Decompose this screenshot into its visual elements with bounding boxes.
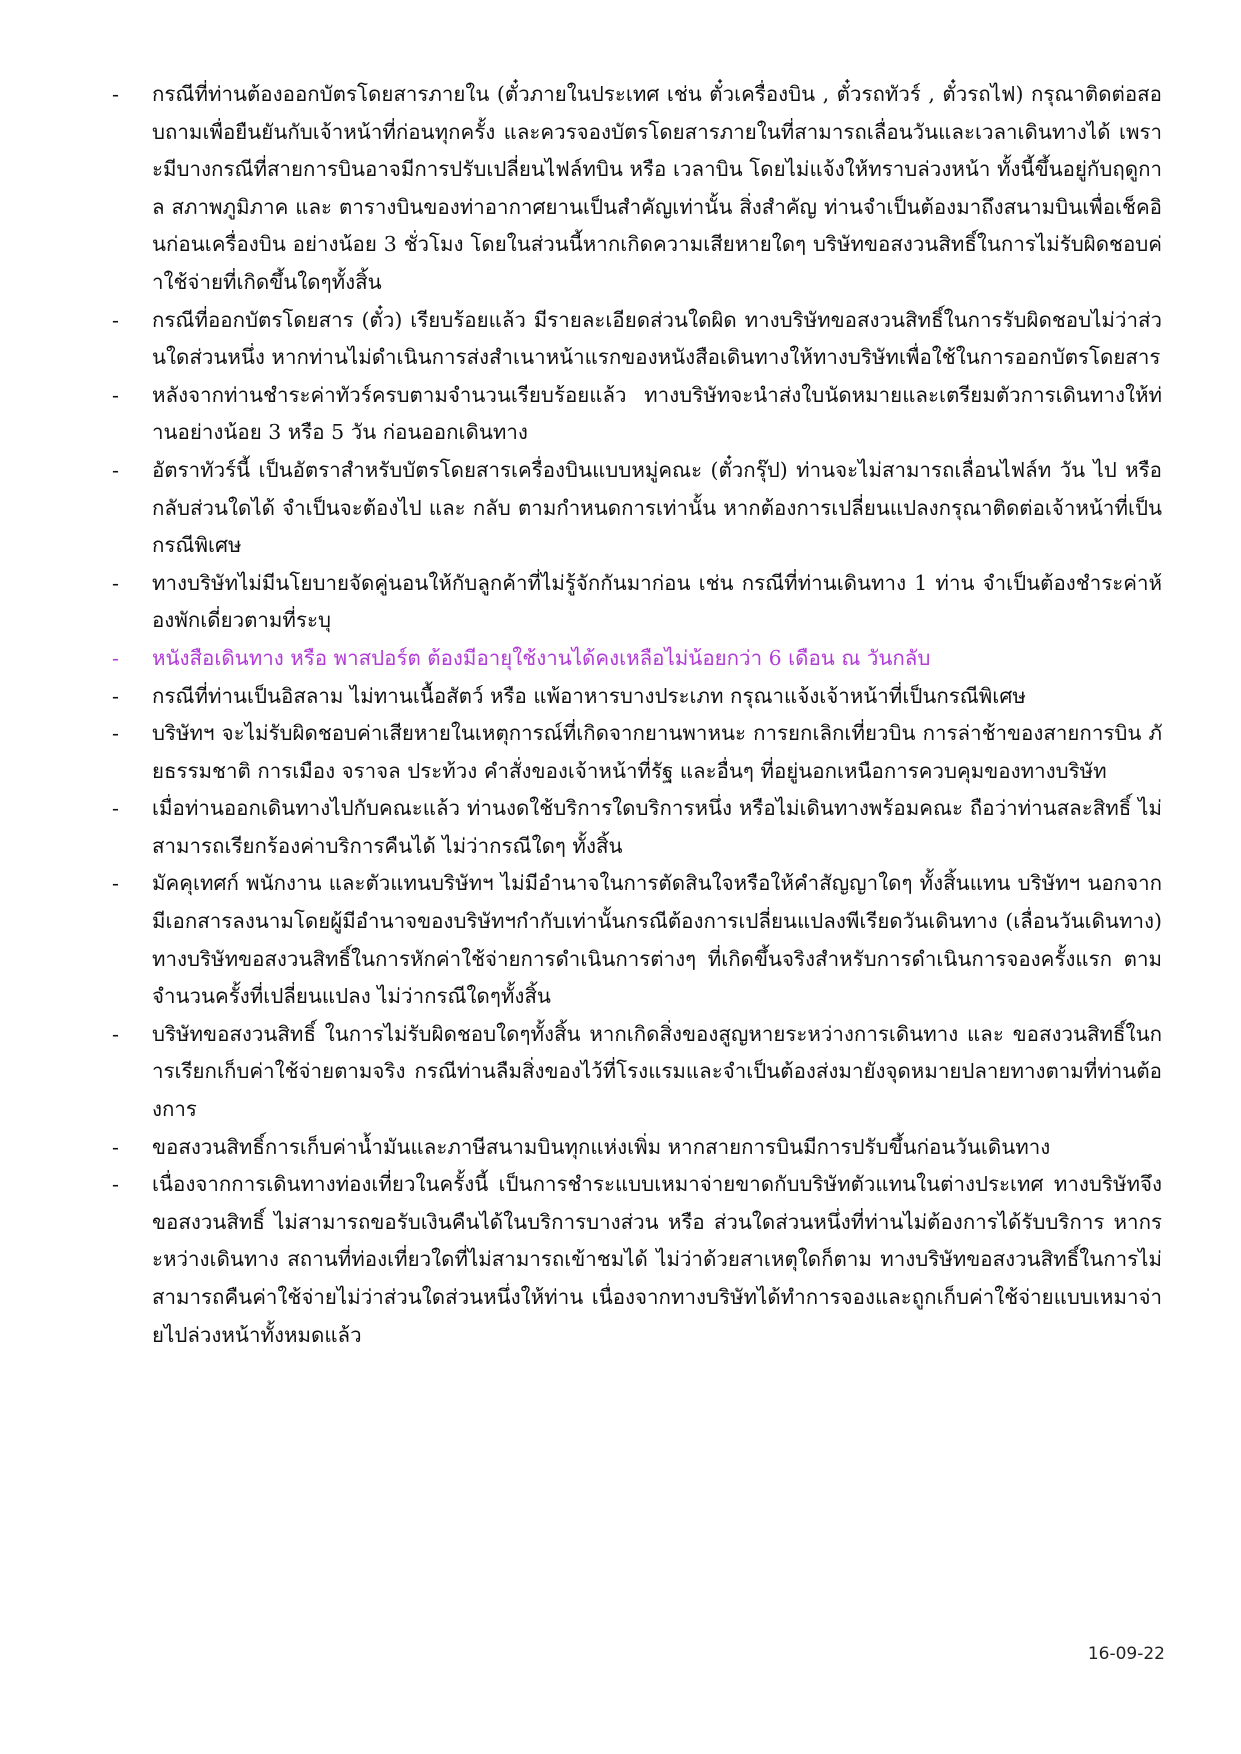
bullet-dash: - (112, 82, 119, 106)
footer-date: 16-09-22 (1087, 1644, 1165, 1664)
term-text: บริษัทขอสงวนสิทธิ์ ในการไม่รับผิดชอบใดๆทั้งสิ้น หากเกิดสิ่งของสูญหายระหว่างการเดินทาง และ ขอสงวนสิทธิ์ในการเรียกเก็บค่าใช้จ่ายตามจริง กรณีท่านลืมสิ่งของไว้ที่โรงแรมและจำเป็นต้องส่งมายังจุดหมายปลายทางตามที่ท่านต้องการ (152, 1021, 1162, 1122)
term-text: กรณีที่ออกบัตรโดยสาร (ตั๋ว) เรียบร้อยแล้ว มีรายละเอียดส่วนใดผิด ทางบริษัทขอสงวนสิทธิ์ในการรับผิดชอบไม่ว่าส่วนใดส่วนหนึ่ง หากท่านไม่ดำเนินการส่งสำเนาหน้าแรกของหนังสือเดินทางให้ทางบริษัทเพื่อใช้ในการออกบัตรโดยสาร (152, 307, 1162, 370)
bullet-dash: - (112, 457, 119, 482)
term-text: เนื่องจากการเดินทางท่องเที่ยวในครั้งนี้ เป็นการชำระแบบเหมาจ่ายขาดกับบริษัทตัวแทนในต่างประเทศ ทางบริษัทจึงขอสงวนสิทธิ์ ไม่สามารถขอรับเงินคืนได้ในบริการบางส่วน หรือ ส่วนใดส่วนหนึ่งที่ท่านไม่ต้องการได้รับบริการ หากระหว่างเดินทาง สถานที่ท่องเที่ยวใดที่ไม่สามารถเข้าชมได้ ไม่ว่าด้วยสาเหตุใดก็ตาม ทางบริษัทขอสงวนสิทธิ์ในการไม่สามารถคืนค่าใช้จ่ายไม่ว่าส่วนใดส่วนหนึ่งให้ท่าน เนื่องจากทางบริษัทได้ทำการจองและถูกเก็บค่าใช้จ่ายแบบเหมาจ่ายไปล่วงหน้าทั้งหมดแล้ว (152, 1172, 1162, 1347)
term-text: เมื่อท่านออกเดินทางไปกับคณะแล้ว ท่านงดใช้บริการใดบริการหนึ่ง หรือไม่เดินทางพร้อมคณะ ถือว่าท่านสละสิทธิ์ ไม่สามารถเรียกร้องค่าบริการคืนได้ ไม่ว่ากรณีใดๆ ทั้งสิ้น (152, 796, 1162, 858)
term-item (112, 790, 1162, 865)
term-item (112, 565, 1162, 640)
bullet-dash: - (112, 570, 119, 595)
bullet-dash: - (112, 683, 119, 708)
term-text: กรณีที่ท่านต้องออกบัตรโดยสารภายใน (ตั๋วภายในประเทศ เช่น ตั๋วเครื่องบิน , ตั๋วรถทัวร์ , ตั๋วรถไฟ) กรุณาติดต่อสอบถามเพื่อยืนยันกับเจ้าหน้าที่ก่อนทุกครั้ง และควรจองบัตรโดยสารภายในที่สามารถเลื่อนวันและเวลาเดินทางได้ เพราะมีบางกรณีที่สายการบินอาจมีการปรับเปลี่ยนไฟล์ทบิน หรือ เวลาบิน โดยไม่แจ้งให้ทราบล่วงหน้า ทั้งนี้ขึ้นอยู่กับฤดูกาล สภาพภูมิภาค และ ตารางบินของท่าอากาศยานเป็นสำคัญเท่านั้น สิ่งสำคัญ ท่านจำเป็นต้องมาถึงสนามบินเพื่อเช็คอินก่อนเครื่องบิน อย่างน้อย 3 ชั่วโมง โดยในส่วนนี้หากเกิดความเสียหายใดๆ บริษัทขอสงวนสิทธิ์ในการไม่รับผิดชอบค่าใช้จ่ายที่เกิดขึ้นใดๆทั้งสิ้น (152, 82, 1162, 294)
term-item (112, 1129, 1162, 1167)
term-item (112, 1016, 1162, 1129)
term-text: กรณีที่ท่านเป็นอิสลาม ไม่ทานเนื้อสัตว์ หรือ แพ้อาหารบางประเภท กรุณาแจ้งเจ้าหน้าที่เป็นกรณีพิเศษ (152, 683, 1026, 708)
term-item (112, 678, 1162, 716)
bullet-dash: - (112, 721, 119, 746)
term-item (112, 76, 1162, 302)
bullet-dash: - (112, 382, 119, 407)
bullet-dash: - (112, 1172, 119, 1197)
terms-list (112, 76, 1162, 1354)
bullet-dash: - (112, 1134, 119, 1159)
bullet-dash: - (112, 307, 119, 332)
bullet-dash: - (112, 1021, 119, 1046)
term-item (112, 377, 1162, 452)
term-text: หนังสือเดินทาง หรือ พาสปอร์ต ต้องมีอายุใช้งานได้คงเหลือไม่น้อยกว่า 6 เดือน ณ วันกลับ (152, 645, 931, 670)
term-text: อัตราทัวร์นี้ เป็นอัตราสำหรับบัตรโดยสารเครื่องบินแบบหมู่คณะ (ตั๋วกรุ๊ป) ท่านจะไม่สามารถเลื่อนไฟล์ท วัน ไป หรือ กลับส่วนใดได้ จำเป็นจะต้องไป และ กลับ ตามกำหนดการเท่านั้น หากต้องการเปลี่ยนแปลงกรุณาติดต่อเจ้าหน้าที่เป็นกรณีพิเศษ (152, 457, 1162, 558)
term-text: ขอสงวนสิทธิ์การเก็บค่าน้ำมันและภาษีสนามบินทุกแห่งเพิ่ม หากสายการบินมีการปรับขึ้นก่อนวันเดินทาง (152, 1134, 1051, 1159)
term-item (112, 640, 1162, 678)
term-text: ทางบริษัทไม่มีนโยบายจัดคู่นอนให้กับลูกค้าที่ไม่รู้จักกันมาก่อน เช่น กรณีที่ท่านเดินทาง 1 ท่าน จำเป็นต้องชำระค่าห้องพักเดี่ยวตามที่ระบุ (152, 570, 1162, 633)
term-text: หลังจากท่านชำระค่าทัวร์ครบตามจำนวนเรียบร้อยแล้ว ทางบริษัทจะนำส่งใบนัดหมายและเตรียมตัวการเดินทางให้ท่านอย่างน้อย 3 หรือ 5 วัน ก่อนออกเดินทาง (152, 382, 1162, 445)
bullet-dash: - (112, 871, 119, 896)
bullet-dash: - (112, 796, 119, 821)
term-item (112, 452, 1162, 565)
term-text: มัคคุเทศก์ พนักงาน และตัวแทนบริษัทฯ ไม่มีอำนาจในการตัดสินใจหรือให้คำสัญญาใดๆ ทั้งสิ้นแทน บริษัทฯ นอกจากมีเอกสารลงนามโดยผู้มีอำนาจของบริษัทฯกำกับเท่านั้นกรณีต้องการเปลี่ยนแปลงพีเรียดวันเดินทาง (เลื่อนวันเดินทาง) ทางบริษัทขอสงวนสิทธิ์ในการหักค่าใช้จ่ายการดำเนินการต่างๆ ที่เกิดขึ้นจริงสำหรับการดำเนินการจองครั้งแรก ตามจำนวนครั้งที่เปลี่ยนแปลง ไม่ว่ากรณีใดๆทั้งสิ้น (152, 871, 1162, 1009)
term-item (112, 715, 1162, 790)
term-text: บริษัทฯ จะไม่รับผิดชอบค่าเสียหายในเหตุการณ์ที่เกิดจากยานพาหนะ การยกเลิกเที่ยวบิน การล่าช้าของสายการบิน ภัยธรรมชาติ การเมือง จราจล ประท้วง คำสั่งของเจ้าหน้าที่รัฐ และอื่นๆ ที่อยู่นอกเหนือการควบคุมของทางบริษัท (152, 721, 1162, 783)
term-item (112, 302, 1162, 377)
term-item (112, 865, 1162, 1015)
term-item (112, 1166, 1162, 1354)
bullet-dash: - (112, 645, 119, 670)
